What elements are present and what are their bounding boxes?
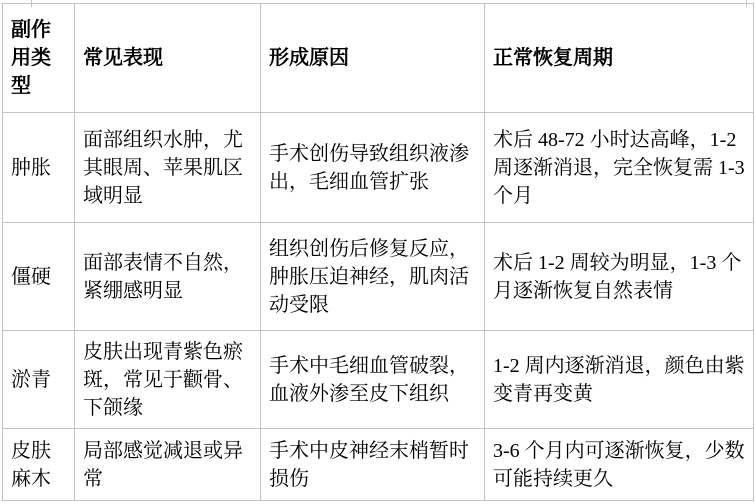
cell-recovery: 3-6 个月内可逐渐恢复，少数可能持续更久	[485, 429, 754, 501]
cell-type: 肿胀	[3, 113, 75, 223]
table-row	[3, 429, 754, 501]
table-row	[3, 113, 754, 223]
table-row	[3, 331, 754, 429]
cell-type: 皮肤麻木	[3, 429, 75, 501]
cell-manifestation: 局部感觉减退或异常	[75, 429, 261, 501]
cell-recovery: 术后 48-72 小时达高峰，1-2 周逐渐消退，完全恢复需 1-3 个月	[485, 113, 754, 223]
cell-manifestation: 面部表情不自然，紧绷感明显	[75, 223, 261, 331]
cell-recovery: 1-2 周内逐渐消退，颜色由紫变青再变黄	[485, 331, 754, 429]
col-header-common-manifestation: 常见表现	[75, 4, 261, 113]
side-effects-table	[2, 3, 754, 501]
cell-cause: 组织创伤后修复反应，肿胀压迫神经，肌肉活动受限	[261, 223, 485, 331]
table-row	[3, 223, 754, 331]
cell-type: 淤青	[3, 331, 75, 429]
col-header-formation-cause: 形成原因	[261, 4, 485, 113]
table-header-row	[3, 4, 754, 113]
col-header-recovery-period: 正常恢复周期	[485, 4, 754, 113]
cell-type: 僵硬	[3, 223, 75, 331]
cell-manifestation: 面部组织水肿，尤其眼周、苹果肌区域明显	[75, 113, 261, 223]
cell-cause: 手术中皮神经末梢暂时损伤	[261, 429, 485, 501]
cell-manifestation: 皮肤出现青紫色瘀斑，常见于颧骨、下颌缘	[75, 331, 261, 429]
cell-recovery: 术后 1-2 周较为明显，1-3 个月逐渐恢复自然表情	[485, 223, 754, 331]
col-header-side-effect-type: 副作用类型	[3, 4, 75, 113]
cell-cause: 手术中毛细血管破裂，血液外渗至皮下组织	[261, 331, 485, 429]
cell-cause: 手术创伤导致组织液渗出，毛细血管扩张	[261, 113, 485, 223]
